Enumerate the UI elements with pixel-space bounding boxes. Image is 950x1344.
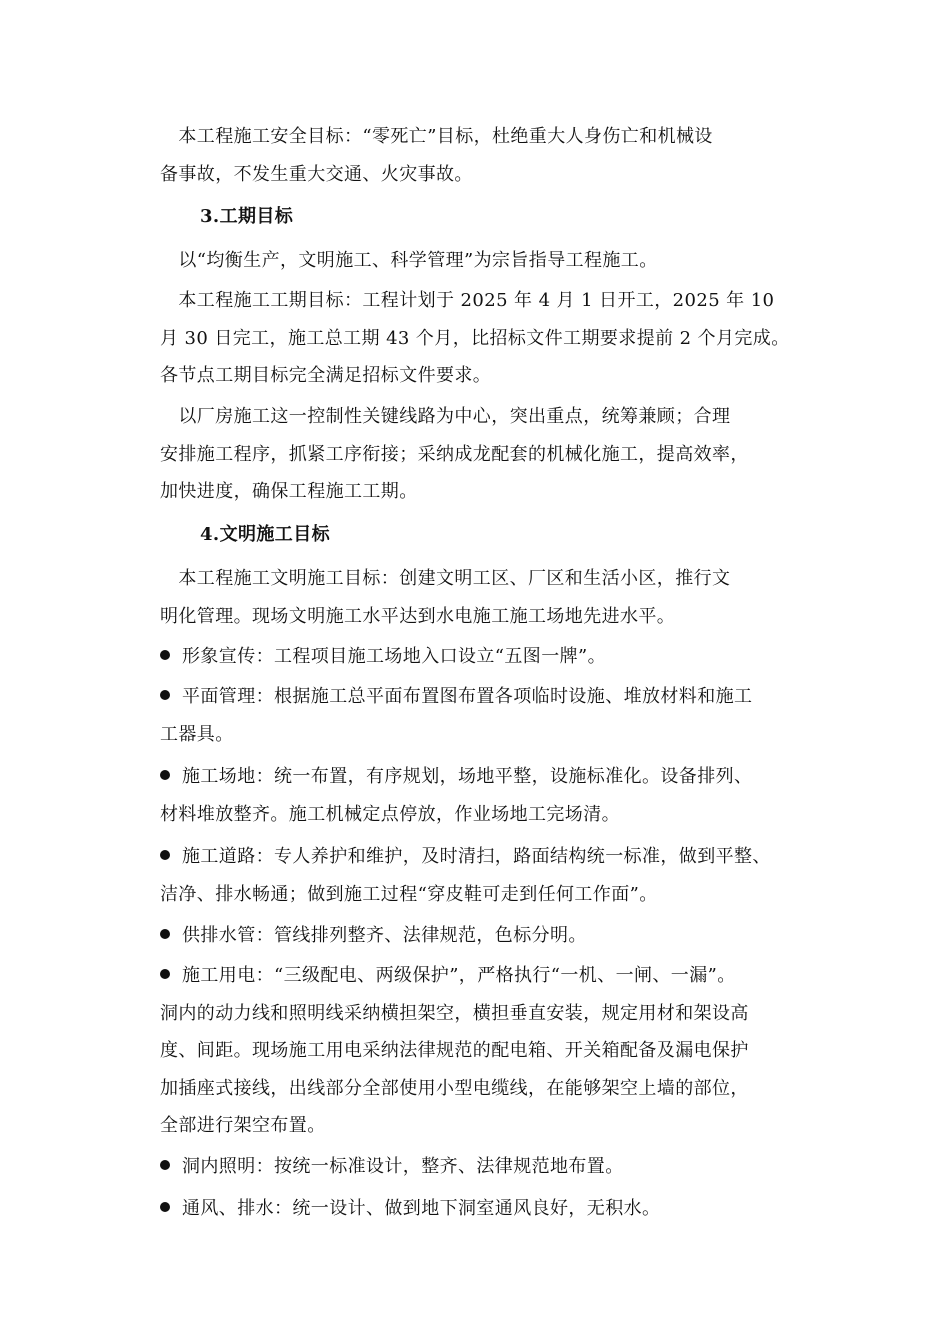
bullet-item-site: [160, 758, 825, 833]
bullet-item-ventilation: [160, 1190, 825, 1228]
bullet-item-tunnel-lighting: [160, 1148, 825, 1186]
text-line: 安排施工程序，抓紧工序衔接；采纳成龙配套的机械化施工，提高效率，: [160, 443, 749, 465]
text-line: [160, 838, 825, 876]
bullet-text: 形象宣传：工程项目施工场地入口设立“五图一牌”。: [182, 646, 607, 667]
schedule-method-paragraph: [160, 398, 825, 511]
bullet-text: 通风、排水：统一设计、做到地下洞室通风良好，无积水。: [182, 1198, 661, 1219]
bullet-item-publicity: [160, 638, 825, 676]
bullet-icon: [160, 850, 170, 860]
bullet-item-electricity: [160, 957, 825, 1145]
text-line: 材料堆放整齐。施工机械定点停放，作业场地工完场清。: [160, 803, 620, 825]
text-line: 以“均衡生产，文明施工、科学管理”为宗旨指导工程施工。: [160, 250, 658, 271]
text-line: 本工程施工工期目标：工程计划于 2025 年 4 月 1 日开工，2025 年 10: [160, 290, 775, 311]
bullet-icon: [160, 1202, 170, 1212]
bullet-item-layout: [160, 678, 825, 753]
text-line: [160, 678, 825, 716]
bullet-text: 施工道路：专人养护和维护，及时清扫，路面结构统一标准，做到平整、: [182, 846, 771, 867]
text-line: 加快进度，确保工程施工工期。: [160, 481, 418, 502]
bullet-item-water-pipes: [160, 917, 825, 955]
bullet-text: 平面管理：根据施工总平面布置图布置各项临时设施、堆放材料和施工: [182, 686, 753, 707]
text-line: 各节点工期目标完全满足招标文件要求。: [160, 365, 492, 386]
bullet-icon: [160, 1160, 170, 1170]
text-line: [160, 758, 825, 796]
bullet-item-roads: [160, 838, 825, 913]
text-line: 以厂房施工这一控制性关键线路为中心，突出重点，统筹兼顾；合理: [160, 406, 731, 427]
text-line: 月 30 日完工，施工总工期 43 个月，比招标文件工期要求提前 2 个月完成。: [160, 327, 790, 349]
text-line: 度、间距。现场施工用电采纳法律规范的配电箱、开关箱配备及漏电保护: [160, 1040, 749, 1061]
text-line: 洁净、排水畅通；做到施工过程“穿皮鞋可走到任何工作面”。: [160, 883, 658, 905]
text-line: [160, 1148, 825, 1186]
text-line: 明化管理。现场文明施工水平达到水电施工施工场地先进水平。: [160, 605, 676, 627]
bullet-icon: [160, 929, 170, 939]
bullet-icon: [160, 969, 170, 979]
text-line: 全部进行架空布置。: [160, 1115, 326, 1136]
text-line: 工器具。: [160, 723, 234, 745]
bullet-text: 供排水管：管线排列整齐、法律规范，色标分明。: [182, 925, 587, 946]
bullet-icon: [160, 690, 170, 700]
safety-goal-paragraph: [160, 118, 825, 193]
bullet-text: 洞内照明：按统一标准设计，整齐、法律规范地布置。: [182, 1156, 624, 1177]
bullet-icon: [160, 650, 170, 660]
text-line: 本工程施工文明施工目标：创建文明工区、厂区和生活小区，推行文: [160, 568, 731, 589]
text-line: 本工程施工安全目标：“零死亡”目标，杜绝重大人身伤亡和机械设: [160, 126, 713, 147]
text-line: 加插座式接线，出线部分全部使用小型电缆线，在能够架空上墙的部位，: [160, 1077, 749, 1099]
schedule-principle-paragraph: [160, 242, 825, 280]
text-line: 洞内的动力线和照明线采纳横担架空，横担垂直安装，规定用材和架设高: [160, 1002, 749, 1024]
bullet-text: 施工用电：“三级配电、两级保护”，严格执行“一机、一闸、一漏”。: [182, 965, 736, 986]
text-line: [160, 917, 825, 955]
civilized-goal-paragraph: [160, 560, 825, 635]
text-line: [160, 957, 825, 995]
text-line: [160, 1190, 825, 1228]
bullet-icon: [160, 770, 170, 780]
section-heading-civilized: 4.文明施工目标: [200, 524, 330, 545]
text-line: [160, 638, 825, 676]
bullet-text: 施工场地：统一布置，有序规划，场地平整，设施标准化。设备排列、: [182, 766, 753, 787]
text-line: 备事故，不发生重大交通、火灾事故。: [160, 163, 473, 185]
schedule-goal-paragraph: [160, 282, 825, 395]
section-heading-schedule: 3.工期目标: [200, 206, 294, 227]
